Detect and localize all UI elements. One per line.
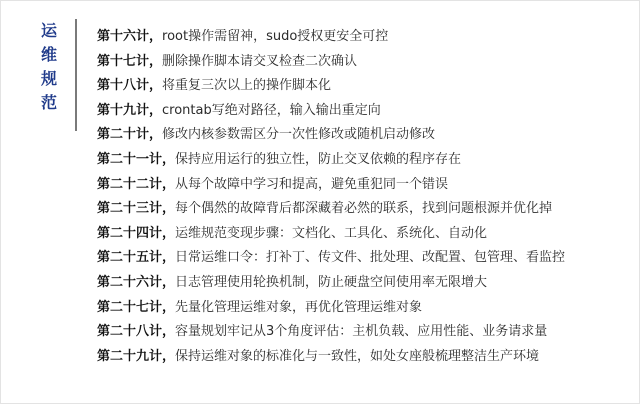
rule-number: 第十六计， <box>97 29 163 44</box>
rule-text: 从每个故障中学习和提高，避免重犯同一个错误 <box>175 176 449 192</box>
section-divider <box>75 19 77 131</box>
rule-number: 第二十四计， <box>97 225 176 241</box>
rule-number: 第二十九计， <box>97 348 176 364</box>
rule-number: 第十八计， <box>97 78 163 94</box>
rule-item <box>97 173 632 198</box>
rule-number: 第十七计， <box>97 53 163 69</box>
rule-item <box>97 148 632 173</box>
rule-number: 第二十一计， <box>97 151 176 167</box>
section-title-char: 维 <box>40 45 57 64</box>
rule-item <box>97 246 632 271</box>
rule-item <box>97 345 632 370</box>
rule-text: 删除操作脚本请交叉检查二次确认 <box>162 53 358 69</box>
rules-list <box>97 25 632 369</box>
rule-text: 修改内核参数需区分一次性修改或随机启动修改 <box>162 127 436 143</box>
rule-text: root操作需留神，sudo授权更安全可控 <box>162 29 389 44</box>
section-title-char: 范 <box>40 93 57 112</box>
rule-text: 保持应用运行的独立性，防止交叉依赖的程序存在 <box>175 151 462 167</box>
section-title-char: 规 <box>40 69 57 88</box>
rule-text: 容量规划牢记从3个角度评估：主机负载、应用性能、业务请求量 <box>175 324 548 340</box>
rule-number: 第二十六计， <box>97 274 176 290</box>
rule-item <box>97 296 632 321</box>
rule-number: 第十九计， <box>97 102 163 118</box>
rule-item <box>97 320 632 345</box>
rule-item <box>97 197 632 222</box>
rule-item <box>97 222 632 247</box>
section-title <box>35 19 63 115</box>
rule-number: 第二十计， <box>97 127 163 143</box>
rule-text: 将重复三次以上的操作脚本化 <box>162 78 332 94</box>
rule-text: 运维规范变现步骤：文档化、工具化、系统化、自动化 <box>175 225 488 241</box>
section-title-char: 运 <box>40 21 57 40</box>
rule-text: 日常运维口令：打补丁、传文件、批处理、改配置、包管理、看监控 <box>175 250 566 266</box>
rule-text: crontab写绝对路径，输入输出重定向 <box>162 102 381 118</box>
rule-number: 第二十二计， <box>97 176 176 192</box>
rule-number: 第二十三计， <box>97 201 176 217</box>
rule-item <box>97 74 632 99</box>
rule-text: 先量化管理运维对象，再优化管理运维对象 <box>175 299 423 315</box>
rule-text: 保持运维对象的标准化与一致性，如处女座般梳理整洁生产环境 <box>175 348 540 364</box>
rule-item <box>97 123 632 148</box>
rule-number: 第二十五计， <box>97 250 176 266</box>
rule-number: 第二十八计， <box>97 324 176 340</box>
rule-item <box>97 25 632 50</box>
rule-number: 第二十七计， <box>97 299 176 315</box>
rule-item <box>97 50 632 75</box>
rule-text: 日志管理使用轮换机制，防止硬盘空间使用率无限增大 <box>175 274 488 290</box>
rule-text: 每个偶然的故障背后都深藏着必然的联系，找到问题根源并优化掉 <box>175 201 553 217</box>
rule-item <box>97 99 632 124</box>
rule-item <box>97 271 632 296</box>
